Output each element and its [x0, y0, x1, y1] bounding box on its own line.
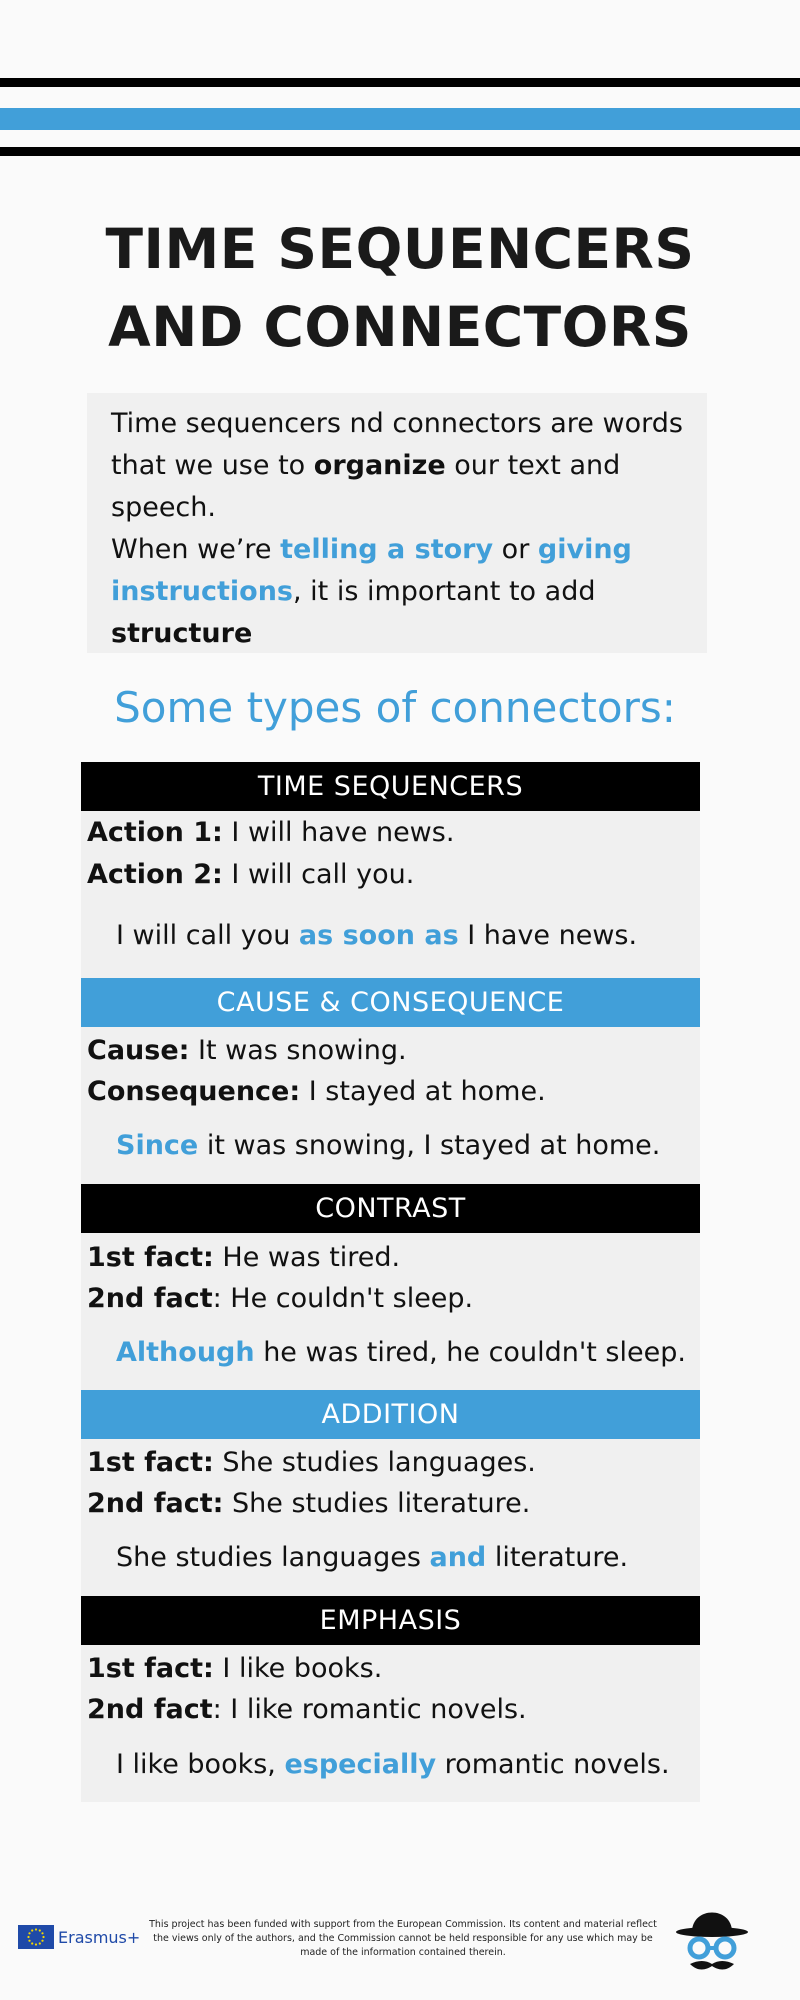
section-body: [81, 1645, 700, 1802]
example-sentence: Although he was tired, he couldn't sleep.: [116, 1337, 686, 1368]
section-heading: CONTRAST: [81, 1184, 700, 1233]
erasmus-label: Erasmus+: [58, 1928, 141, 1947]
top-black-stripe: [0, 78, 800, 87]
section-heading: ADDITION: [81, 1390, 700, 1439]
fact-line-1: Action 1: I will have news.: [87, 817, 455, 848]
fact-line-2: Action 2: I will call you.: [87, 859, 415, 890]
fact-line-2: 2nd fact: She studies literature.: [87, 1488, 531, 1519]
fact-line-2: 2nd fact: I like romantic novels.: [87, 1694, 527, 1725]
section-emphasis: [81, 1596, 700, 1802]
section-cause-consequence: [81, 978, 700, 1184]
example-sentence: Since it was snowing, I stayed at home.: [116, 1130, 661, 1161]
example-sentence: She studies languages and literature.: [116, 1542, 629, 1573]
title-line-2: AND CONNECTORS: [108, 295, 692, 359]
section-heading: CAUSE & CONSEQUENCE: [81, 978, 700, 1027]
bottom-black-stripe: [0, 147, 800, 156]
bowler-hat-glasses-mustache-logo-icon: [672, 1898, 752, 1978]
intro-paragraph-2: When we’re telling a story or giving instructions, it is important to add structure: [111, 534, 632, 649]
section-heading: TIME SEQUENCERS: [81, 762, 700, 811]
section-addition: [81, 1390, 700, 1596]
fact-line-2: 2nd fact: He couldn't sleep.: [87, 1283, 474, 1314]
section-body: [81, 1027, 700, 1184]
intro-panel: [87, 393, 707, 653]
example-sentence: I like books, especially romantic novels.: [116, 1749, 670, 1780]
top-blue-stripe: [0, 108, 800, 130]
section-body: [81, 1233, 700, 1390]
section-heading: EMPHASIS: [81, 1596, 700, 1645]
section-subtitle: Some types of connectors:: [114, 683, 676, 732]
intro-paragraph-1: Time sequencers nd connectors are words that we use to organize our text and speech.: [111, 408, 683, 523]
funding-disclaimer: This project has been funded with support from the European Commission. Its content and material reflect the views only of the authors, and the Commission cannot be held responsible for any use which may be made of the information contained therein.: [149, 1919, 657, 1958]
fact-line-1: 1st fact: She studies languages.: [87, 1447, 536, 1478]
page-title: [0, 210, 800, 366]
section-time-sequencers: [81, 762, 700, 978]
section-body: [81, 1439, 700, 1596]
section-body: [81, 811, 700, 978]
eu-flag-icon: [18, 1925, 54, 1949]
fact-line-1: 1st fact: He was tired.: [87, 1242, 401, 1273]
example-sentence: I will call you as soon as I have news.: [116, 920, 638, 951]
fact-line-1: 1st fact: I like books.: [87, 1653, 383, 1684]
fact-line-2: Consequence: I stayed at home.: [87, 1076, 546, 1107]
title-line-1: TIME SEQUENCERS: [105, 217, 695, 281]
fact-line-1: Cause: It was snowing.: [87, 1035, 407, 1066]
section-contrast: [81, 1184, 700, 1390]
